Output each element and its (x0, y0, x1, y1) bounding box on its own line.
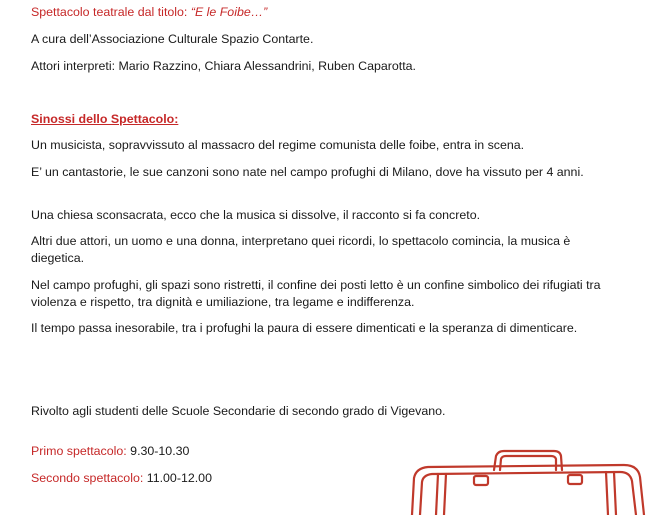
curated-by: A cura dell’Associazione Culturale Spazio Contarte. (31, 32, 314, 46)
schedule-time: 11.00-12.00 (143, 471, 212, 485)
synopsis-paragraph: Nel campo profughi, gli spazi sono ristretti, il confine dei posti letto è un confine simbolico dei rifugiati tra violenza e rispetto, tra dignità e umiliazione, tra legame e indifferenza. (31, 278, 601, 309)
actors-line: Attori interpreti: Mario Razzino, Chiara Alessandrini, Ruben Caparotta. (31, 59, 416, 73)
schedule-label: Primo spettacolo: (31, 444, 127, 458)
synopsis-heading: Sinossi dello Spettacolo: (31, 112, 179, 126)
synopsis-paragraph: Una chiesa sconsacrata, ecco che la musica si dissolve, il racconto si fa concreto. (31, 208, 481, 222)
schedule-item-first (31, 443, 189, 460)
show-title-line (31, 4, 267, 21)
synopsis-paragraph: Un musicista, sopravvissuto al massacro del regime comunista delle foibe, entra in scena. (31, 138, 525, 152)
schedule-label: Secondo spettacolo: (31, 471, 144, 485)
synopsis-paragraph: Altri due attori, un uomo e una donna, interpretano quei ricordi, lo spettacolo comincia, la musica è diegetica. (31, 234, 571, 265)
schedule-item-second (31, 470, 212, 487)
audience-line: Rivolto agli studenti delle Scuole Secondarie di secondo grado di Vigevano. (31, 404, 446, 418)
show-title: “E le Foibe…” (190, 5, 268, 19)
synopsis-paragraph: E’ un cantastorie, le sue canzoni sono nate nel campo profughi di Milano, dove ha vissuto per 4 anni. (31, 165, 584, 179)
synopsis-paragraph: Il tempo passa inesorabile, tra i profughi la paura di essere dimenticati e la speranza di dimenticare. (31, 321, 578, 335)
suitcase-icon (404, 448, 650, 515)
schedule-time: 9.30-10.30 (126, 444, 190, 458)
show-title-prefix: Spettacolo teatrale dal titolo: (31, 5, 191, 19)
